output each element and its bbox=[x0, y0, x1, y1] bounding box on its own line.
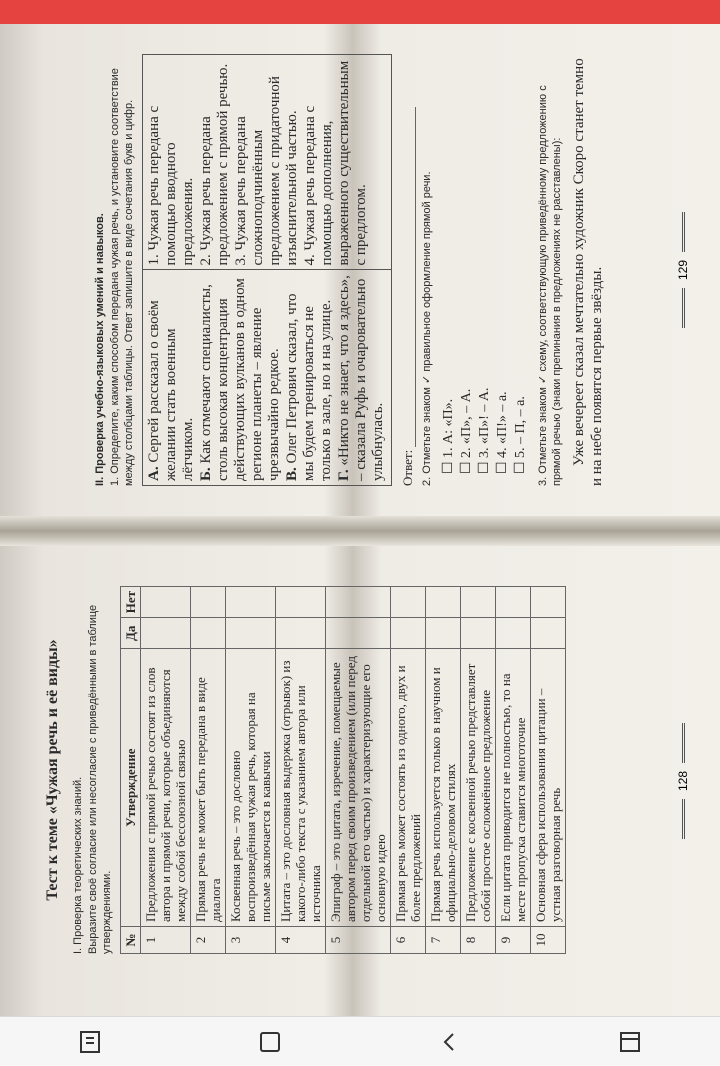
no-cell[interactable] bbox=[226, 587, 276, 618]
row-statement: Предложение с косвенной речью представляет собой простое осложнённое предложение bbox=[461, 649, 496, 927]
table-row bbox=[496, 587, 531, 954]
task-2-option[interactable]: ☐ 4. «П!» – а. bbox=[495, 391, 510, 474]
answer-line[interactable] bbox=[403, 107, 416, 447]
table-header-row bbox=[121, 587, 141, 954]
table-row bbox=[391, 587, 426, 954]
yes-cell[interactable] bbox=[276, 618, 326, 649]
no-cell[interactable] bbox=[276, 587, 326, 618]
row-statement: Эпиграф – это цитата, изречение, помещаемые автором перед своим произведением (или перед отдельной его частью) и характеризующие его основную идею bbox=[326, 649, 391, 927]
status-bar bbox=[0, 0, 720, 24]
task-1-text: 1. Определите, каким способом передана чужая речь, и установите соответствие между столбцами таблицы. Ответ запишите в виде сочетания букв и цифр. bbox=[109, 68, 135, 486]
row-statement: Предложения с прямой речью состоят из слов автора и прямой речи, которые объединяются между собой бессоюзной связью bbox=[141, 649, 191, 927]
task-3-text: 3. Отметьте знаком ✓ схему, соответствующую приведённому предложению с прямой речью (знаки препинания в предложениях не расставлены): bbox=[537, 85, 563, 486]
row-statement: Прямая речь не может быть передана в виде диалога bbox=[191, 649, 226, 927]
book-spread bbox=[0, 24, 720, 1016]
no-cell[interactable] bbox=[461, 587, 496, 618]
section-1-heading: I. Проверка теоретических знаний. bbox=[72, 776, 84, 954]
no-cell[interactable] bbox=[326, 587, 391, 618]
row-number: 2 bbox=[191, 927, 226, 954]
method-2: 2. Чужая речь передана предложением с прямой речью. bbox=[198, 63, 231, 266]
row-number: 5 bbox=[326, 927, 391, 954]
table-row bbox=[141, 587, 191, 954]
back-icon[interactable] bbox=[435, 1027, 465, 1057]
row-statement: Прямая речь может состоять из одного, двух и более предложений bbox=[391, 649, 426, 927]
no-cell[interactable] bbox=[391, 587, 426, 618]
yes-cell[interactable] bbox=[496, 618, 531, 649]
row-statement: Прямая речь используется только в научном и официально-деловом стилях bbox=[426, 649, 461, 927]
row-statement: Основная сфера использования цитации – устная разговорная речь bbox=[531, 649, 566, 927]
row-number: 3 bbox=[226, 927, 276, 954]
book-spine bbox=[0, 516, 720, 546]
task-2-option[interactable]: ☐ 3. «П»! – А. bbox=[477, 387, 492, 474]
col-yes: Да bbox=[121, 618, 141, 649]
method-4: 4. Чужая речь передана с помощью дополнения, выраженного существительным с предлогом. bbox=[302, 60, 369, 266]
row-statement: Цитата – это дословная выдержка (отрывок) из какого-либо текста с указанием автора или источника bbox=[276, 649, 326, 927]
col-statement: Утверждение bbox=[121, 649, 141, 927]
page-number-right: 129 bbox=[676, 24, 690, 516]
yes-cell[interactable] bbox=[391, 618, 426, 649]
row-number: 10 bbox=[531, 927, 566, 954]
home-icon[interactable] bbox=[255, 1027, 285, 1057]
table-row bbox=[276, 587, 326, 954]
task-2-option[interactable]: ☐ 2. «П», – А. bbox=[459, 388, 474, 474]
row-number: 6 bbox=[391, 927, 426, 954]
row-number: 8 bbox=[461, 927, 496, 954]
methods-column bbox=[143, 55, 392, 271]
test-title: Тест к теме «Чужая речь и её виды» bbox=[44, 639, 61, 901]
statements-table bbox=[120, 586, 566, 954]
table-row bbox=[426, 587, 461, 954]
no-cell[interactable] bbox=[496, 587, 531, 618]
section-1-task: Выразите своё согласие или несогласие с приведёнными в таблице утверждениями. bbox=[87, 604, 113, 954]
page-129 bbox=[0, 24, 720, 516]
recent-apps-icon[interactable] bbox=[75, 1027, 105, 1057]
system-nav-bar bbox=[0, 1016, 720, 1066]
no-cell[interactable] bbox=[531, 587, 566, 618]
sentence-g: Г. «Никто не знает, что я здесь», – сказала Руфь и очаровательно улыбнулась. bbox=[336, 275, 386, 481]
page-128 bbox=[0, 546, 720, 1016]
sentences-column bbox=[143, 270, 392, 486]
yes-cell[interactable] bbox=[326, 618, 391, 649]
screenshot-icon[interactable] bbox=[615, 1027, 645, 1057]
matching-row bbox=[143, 55, 392, 486]
yes-cell[interactable] bbox=[531, 618, 566, 649]
task-2-option[interactable]: ☐ 5. – П, – а. bbox=[513, 396, 528, 474]
row-number: 7 bbox=[426, 927, 461, 954]
task-3-sentence: Уже вечереет сказал мечтательно художник Скоро станет темно и на небе появятся первые звёзды. bbox=[571, 58, 605, 486]
yes-cell[interactable] bbox=[141, 618, 191, 649]
task-2-text: 2. Отметьте знаком ✓ правильное оформление прямой речи. bbox=[421, 171, 433, 486]
method-3: 3. Чужая речь передана сложноподчинённым предложением с придаточной изъяснительной частью. bbox=[233, 76, 300, 266]
row-number: 4 bbox=[276, 927, 326, 954]
yes-cell[interactable] bbox=[426, 618, 461, 649]
answer-label: Ответ: bbox=[400, 449, 415, 486]
table-row bbox=[461, 587, 496, 954]
sentence-b: Б. Как отмечают специалисты, столь высокая концентрация действующих вулканов в одном регионе планеты – явление чрезвычайно редкое. bbox=[198, 278, 282, 481]
book-photo bbox=[0, 24, 720, 1016]
section-2-heading: II. Проверка учебно-языковых умений и навыков. bbox=[94, 213, 106, 486]
table-row bbox=[226, 587, 276, 954]
row-statement: Косвенная речь – это дословно воспроизведённая чужая речь, которая на письме заключается в кавычки bbox=[226, 649, 276, 927]
col-no: Нет bbox=[121, 587, 141, 618]
no-cell[interactable] bbox=[141, 587, 191, 618]
table-row bbox=[326, 587, 391, 954]
matching-table bbox=[142, 54, 392, 486]
table-row bbox=[531, 587, 566, 954]
row-number: 1 bbox=[141, 927, 191, 954]
no-cell[interactable] bbox=[191, 587, 226, 618]
page-number-left: 128 bbox=[676, 546, 690, 1016]
method-1: 1. Чужая речь передана с помощью вводного предложения. bbox=[146, 105, 196, 266]
yes-cell[interactable] bbox=[191, 618, 226, 649]
yes-cell[interactable] bbox=[461, 618, 496, 649]
sentence-v: В. Олег Петрович сказал, что мы будем тренироваться не только в зале, но и на улице. bbox=[284, 293, 334, 481]
no-cell[interactable] bbox=[426, 587, 461, 618]
yes-cell[interactable] bbox=[226, 618, 276, 649]
answer-row bbox=[400, 54, 416, 486]
table-row bbox=[191, 587, 226, 954]
sentence-a: А. Сергей рассказал о своём желании стать военным лётчиком. bbox=[146, 300, 196, 481]
row-number: 9 bbox=[496, 927, 531, 954]
col-number: № bbox=[121, 927, 141, 954]
row-statement: Если цитата приводится не полностью, то на месте пропуска ставится многоточие bbox=[496, 649, 531, 927]
task-2-option[interactable]: ☐ 1. А: «П». bbox=[441, 398, 456, 474]
